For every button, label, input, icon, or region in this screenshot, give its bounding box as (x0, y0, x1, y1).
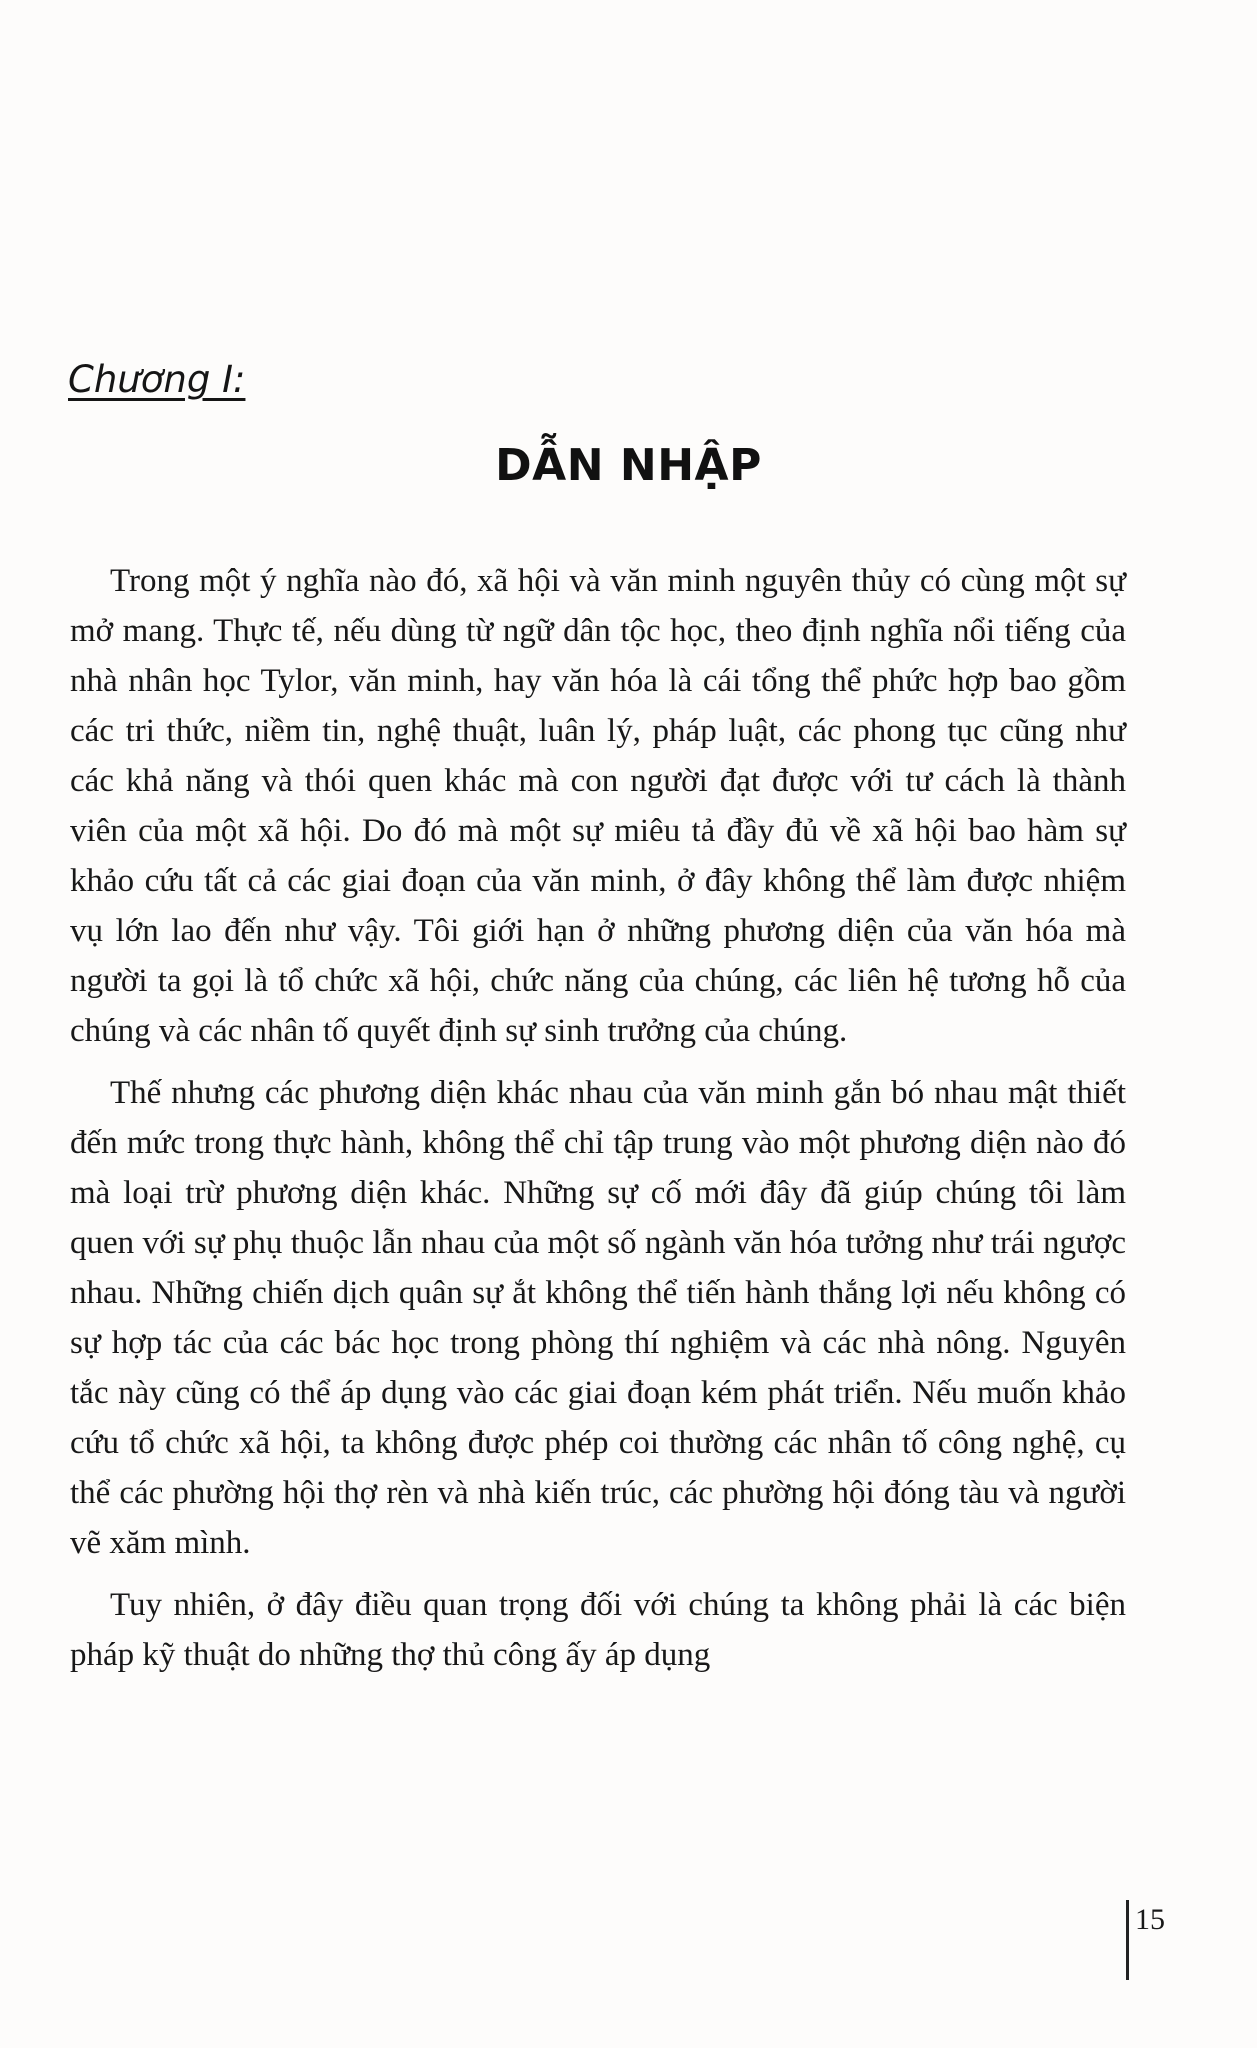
chapter-label: Chương I: (68, 358, 246, 401)
page-number-box (1126, 1900, 1165, 1980)
body-text (70, 556, 1126, 1692)
paragraph: Tuy nhiên, ở đây điều quan trọng đối với chúng ta không phải là các biện pháp kỹ thuật do những thợ thủ công ấy áp dụng (70, 1587, 1126, 1673)
paragraph: Thế nhưng các phương diện khác nhau của văn minh gắn bó nhau mật thiết đến mức trong thực hành, không thể chỉ tập trung vào một phương diện nào đó mà loại trừ phương diện khác. Những sự cố mới đây đã giúp chúng tôi làm quen với sự phụ thuộc lẫn nhau của một số ngành văn hóa tưởng như trái ngược nhau. Những chiến dịch quân sự ắt không thể tiến hành thắng lợi nếu không có sự hợp tác của các bác học trong phòng thí nghiệm và các nhà nông. Nguyên tắc này cũng có thể áp dụng vào các giai đoạn kém phát triển. Nếu muốn khảo cứu tổ chức xã hội, ta không được phép coi thường các nhân tố công nghệ, cụ thể các phường hội thợ rèn và nhà kiến trúc, các phường hội đóng tàu và người vẽ xăm mình. (70, 1075, 1126, 1561)
page-number: 15 (1135, 1903, 1165, 1936)
chapter-title: DẪN NHẬP (495, 440, 762, 491)
paragraph: Trong một ý nghĩa nào đó, xã hội và văn minh nguyên thủy có cùng một sự mở mang. Thực tế, nếu dùng từ ngữ dân tộc học, theo định nghĩa nổi tiếng của nhà nhân học Tylor, văn minh, hay văn hóa là cái tổng thể phức hợp bao gồm các tri thức, niềm tin, nghệ thuật, luân lý, pháp luật, các phong tục cũng như các khả năng và thói quen khác mà con người đạt được với tư cách là thành viên của một xã hội. Do đó mà một sự miêu tả đầy đủ về xã hội bao hàm sự khảo cứu tất cả các giai đoạn của văn minh, ở đây không thể làm được nhiệm vụ lớn lao đến như vậy. Tôi giới hạn ở những phương diện của văn hóa mà người ta gọi là tổ chức xã hội, chức năng của chúng, các liên hệ tương hỗ của chúng và các nhân tố quyết định sự sinh trưởng của chúng. (70, 563, 1126, 1049)
